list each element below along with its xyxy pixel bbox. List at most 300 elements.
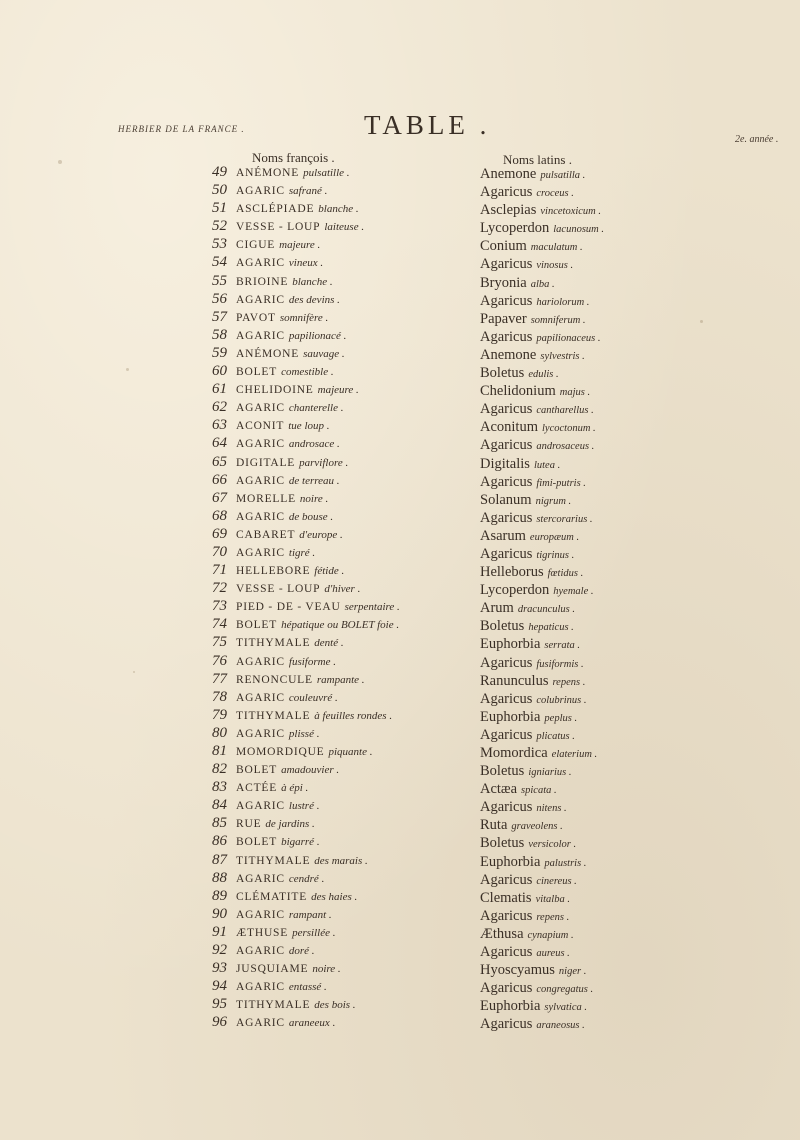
- entry-number: 70: [212, 543, 227, 560]
- latin-entry-row: [480, 708, 780, 726]
- french-genus-name: BOLET: [236, 764, 278, 777]
- french-entry-row: [212, 941, 472, 959]
- french-entry-row: [212, 633, 472, 651]
- latin-genus-name: Boletus: [480, 835, 525, 852]
- french-genus-name: TITHYMALE: [236, 854, 311, 867]
- latin-genus-name: Actæa: [480, 781, 518, 798]
- french-entry-row: [212, 471, 472, 489]
- latin-entry-row: [480, 491, 780, 509]
- latin-epithet: androsaceus .: [536, 441, 595, 453]
- entry-number: 69: [212, 525, 227, 542]
- french-genus-name: RENONCULE: [236, 673, 313, 686]
- french-epithet: papilionacé .: [288, 329, 347, 342]
- latin-entry-row: [480, 165, 780, 183]
- entry-number: 66: [212, 471, 227, 488]
- latin-genus-name: Agaricus: [480, 256, 533, 273]
- french-genus-name: AGARIC: [236, 800, 285, 813]
- french-epithet: parviflore .: [299, 456, 349, 469]
- entry-number: 75: [212, 634, 227, 651]
- french-genus-name: AGARIC: [236, 1017, 285, 1030]
- latin-entry-row: [480, 436, 780, 454]
- french-entry-row: [212, 905, 472, 923]
- latin-epithet: vincetoxicum .: [540, 206, 602, 218]
- entry-number: 58: [212, 326, 227, 343]
- latin-epithet: nigrum .: [535, 495, 572, 507]
- french-epithet: noire .: [312, 963, 341, 976]
- french-entry-row: [212, 272, 472, 290]
- latin-entry-row: [480, 635, 780, 653]
- french-epithet: de terreau .: [288, 474, 340, 487]
- latin-entry-row: [480, 527, 780, 545]
- entry-number: 49: [212, 164, 227, 180]
- latin-genus-name: Agaricus: [480, 654, 533, 671]
- latin-epithet: edulis .: [528, 369, 559, 381]
- latin-epithet: araneosus .: [536, 1020, 585, 1032]
- latin-genus-name: Agaricus: [480, 184, 533, 201]
- latin-entry-row: [480, 834, 780, 852]
- french-epithet: d'hiver .: [324, 583, 361, 596]
- entry-number: 71: [212, 562, 227, 579]
- french-genus-name: ANÉMONE: [236, 167, 300, 179]
- latin-epithet: alba .: [530, 278, 555, 290]
- latin-entry-row: [480, 219, 780, 237]
- entry-number: 94: [212, 978, 227, 995]
- latin-names-list: [480, 165, 780, 1034]
- latin-entry-row: [480, 292, 780, 310]
- french-genus-name: BOLET: [236, 836, 278, 849]
- french-genus-name: AGARIC: [236, 655, 285, 668]
- latin-epithet: lutea .: [533, 459, 561, 471]
- french-entry-row: [212, 344, 472, 362]
- french-epithet: serpentaire .: [344, 601, 400, 614]
- entry-number: 60: [212, 363, 227, 380]
- french-epithet: plissé .: [288, 727, 320, 740]
- latin-epithet: fusiformis .: [536, 658, 584, 670]
- french-epithet: hépatique ou BOLET foie .: [281, 619, 400, 632]
- french-genus-name: AGARIC: [236, 293, 285, 306]
- latin-epithet: repens .: [552, 676, 586, 688]
- french-genus-name: CIGUE: [236, 239, 276, 252]
- entry-number: 92: [212, 942, 227, 959]
- latin-epithet: congregatus .: [536, 984, 594, 996]
- latin-entry-row: [480, 925, 780, 943]
- latin-genus-name: Agaricus: [480, 980, 533, 997]
- french-entry-row: [212, 869, 472, 887]
- latin-epithet: maculatum .: [530, 242, 583, 254]
- latin-genus-name: Agaricus: [480, 944, 533, 961]
- latin-epithet: serrata .: [544, 640, 580, 652]
- entry-number: 95: [212, 996, 227, 1013]
- latin-entry-row: [480, 961, 780, 979]
- french-entry-row: [212, 851, 472, 869]
- latin-entry-row: [480, 853, 780, 871]
- entry-number: 50: [212, 182, 227, 199]
- french-epithet: tigré .: [288, 546, 316, 559]
- latin-epithet: cinereus .: [536, 875, 577, 887]
- entry-number: 80: [212, 724, 227, 741]
- french-entry-row: [212, 253, 472, 271]
- french-genus-name: DIGITALE: [236, 456, 296, 469]
- french-epithet: des haies .: [311, 890, 358, 903]
- latin-epithet: lycoctonum .: [542, 423, 596, 435]
- french-epithet: vineux .: [288, 257, 324, 270]
- french-epithet: amadouvier .: [281, 764, 340, 777]
- french-entry-row: [212, 163, 472, 181]
- french-epithet: laiteuse .: [324, 221, 365, 234]
- latin-genus-name: Euphorbia: [480, 998, 541, 1015]
- latin-entry-row: [480, 672, 780, 690]
- french-entry-row: [212, 453, 472, 471]
- french-epithet: persillée .: [292, 926, 336, 939]
- french-entry-row: [212, 416, 472, 434]
- latin-epithet: niger .: [558, 966, 587, 978]
- year-label: 2e. année .: [735, 134, 779, 145]
- french-genus-name: AGARIC: [236, 438, 285, 451]
- latin-entry-row: [480, 201, 780, 219]
- latin-genus-name: Anemone: [480, 166, 537, 182]
- french-genus-name: PAVOT: [236, 311, 276, 324]
- french-genus-name: ACTÉE: [236, 782, 278, 795]
- french-entry-row: [212, 977, 472, 995]
- french-entry-row: [212, 362, 472, 380]
- latin-entry-row: [480, 654, 780, 672]
- latin-genus-name: Bryonia: [480, 274, 527, 291]
- french-epithet: cendré .: [288, 872, 325, 885]
- french-epithet: des bois .: [314, 999, 356, 1012]
- french-entry-row: [212, 181, 472, 199]
- latin-genus-name: Euphorbia: [480, 708, 541, 725]
- latin-entry-row: [480, 690, 780, 708]
- running-header: HERBIER DE LA FRANCE .: [118, 124, 245, 134]
- latin-epithet: graveolens .: [511, 821, 563, 833]
- latin-epithet: cantharellus .: [536, 405, 594, 417]
- french-entry-row: [212, 380, 472, 398]
- latin-genus-name: Ruta: [480, 817, 508, 834]
- entry-number: 56: [212, 290, 227, 307]
- entry-number: 54: [212, 254, 227, 271]
- latin-genus-name: Agaricus: [480, 871, 533, 888]
- latin-genus-name: Lycoperdon: [480, 582, 550, 599]
- french-epithet: pulsatille .: [303, 167, 350, 179]
- french-genus-name: JUSQUIAME: [236, 963, 309, 976]
- entry-number: 73: [212, 598, 227, 615]
- latin-epithet: hepaticus .: [528, 622, 574, 634]
- latin-epithet: repens .: [536, 911, 570, 923]
- french-entry-row: [212, 760, 472, 778]
- latin-genus-name: Agaricus: [480, 907, 533, 924]
- latin-genus-name: Agaricus: [480, 473, 533, 490]
- entry-number: 68: [212, 507, 227, 524]
- latin-epithet: tigrinus .: [536, 549, 575, 561]
- latin-entry-row: [480, 400, 780, 418]
- entry-number: 79: [212, 706, 227, 723]
- latin-epithet: plicatus .: [536, 730, 575, 742]
- french-epithet: doré .: [288, 945, 315, 958]
- latin-epithet: peplus .: [544, 712, 578, 724]
- latin-column-heading: Noms latins .: [503, 152, 572, 167]
- french-genus-name: BRIOINE: [236, 275, 289, 288]
- french-epithet: de jardins .: [265, 818, 315, 831]
- french-entry-row: [212, 995, 472, 1013]
- latin-epithet: dracunculus .: [517, 604, 576, 616]
- french-entry-row: [212, 742, 472, 760]
- latin-epithet: versicolor .: [528, 839, 577, 851]
- french-genus-name: TITHYMALE: [236, 637, 311, 650]
- french-genus-name: AGARIC: [236, 546, 285, 559]
- latin-epithet: sylvestris .: [540, 350, 585, 362]
- paper-speck: [133, 671, 135, 673]
- french-genus-name: ASCLÉPIADE: [236, 203, 315, 216]
- latin-genus-name: Asarum: [480, 527, 526, 544]
- french-genus-name: AGARIC: [236, 872, 285, 885]
- french-entry-row: [212, 615, 472, 633]
- french-names-list: [212, 163, 472, 1032]
- french-entry-row: [212, 561, 472, 579]
- latin-epithet: somniferum .: [530, 314, 586, 326]
- latin-genus-name: Agaricus: [480, 690, 533, 707]
- french-genus-name: HELLEBORE: [236, 565, 311, 578]
- french-epithet: sauvage .: [303, 347, 345, 360]
- latin-epithet: pulsatilla .: [540, 170, 586, 181]
- french-entry-row: [212, 923, 472, 941]
- latin-entry-row: [480, 907, 780, 925]
- latin-genus-name: Agaricus: [480, 437, 533, 454]
- latin-genus-name: Agaricus: [480, 292, 533, 309]
- french-epithet: denté .: [314, 637, 344, 650]
- latin-epithet: aureus .: [536, 948, 570, 960]
- french-epithet: chanterelle .: [288, 402, 344, 415]
- latin-genus-name: Aconitum: [480, 419, 538, 436]
- latin-entry-row: [480, 237, 780, 255]
- latin-entry-row: [480, 943, 780, 961]
- french-epithet: blanche .: [292, 275, 333, 288]
- entry-number: 90: [212, 905, 227, 922]
- latin-entry-row: [480, 418, 780, 436]
- french-epithet: blanche .: [318, 203, 359, 216]
- french-entry-row: [212, 507, 472, 525]
- french-epithet: rampante .: [316, 673, 365, 686]
- latin-epithet: palustris .: [544, 857, 587, 869]
- latin-epithet: hyemale .: [553, 586, 594, 598]
- french-entry-row: [212, 543, 472, 561]
- french-entry-row: [212, 778, 472, 796]
- entry-number: 74: [212, 616, 227, 633]
- french-entry-row: [212, 724, 472, 742]
- latin-entry-row: [480, 455, 780, 473]
- entry-number: 52: [212, 218, 227, 235]
- french-entry-row: [212, 670, 472, 688]
- latin-entry-row: [480, 473, 780, 491]
- paper-speck: [58, 160, 62, 164]
- entry-number: 62: [212, 399, 227, 416]
- french-epithet: lustré .: [288, 800, 320, 813]
- latin-entry-row: [480, 726, 780, 744]
- french-entry-row: [212, 326, 472, 344]
- entry-number: 64: [212, 435, 227, 452]
- french-genus-name: AGARIC: [236, 510, 285, 523]
- french-genus-name: ACONIT: [236, 420, 285, 433]
- french-entry-row: [212, 1013, 472, 1031]
- entry-number: 51: [212, 200, 227, 217]
- latin-entry-row: [480, 382, 780, 400]
- latin-entry-row: [480, 328, 780, 346]
- latin-entry-row: [480, 997, 780, 1015]
- latin-epithet: sylvatica .: [544, 1002, 587, 1014]
- french-genus-name: AGARIC: [236, 402, 285, 415]
- entry-number: 57: [212, 308, 227, 325]
- latin-genus-name: Digitalis: [480, 455, 530, 472]
- french-epithet: des marais .: [314, 854, 368, 867]
- french-genus-name: ANÉMONE: [236, 347, 300, 360]
- latin-entry-row: [480, 617, 780, 635]
- latin-epithet: hariolorum .: [536, 296, 590, 308]
- latin-genus-name: Agaricus: [480, 799, 533, 816]
- latin-epithet: spicata .: [521, 785, 557, 797]
- entry-number: 78: [212, 688, 227, 705]
- paper-speck: [126, 368, 129, 371]
- entry-number: 86: [212, 833, 227, 850]
- french-genus-name: MOMORDIQUE: [236, 746, 325, 758]
- french-entry-row: [212, 796, 472, 814]
- entry-number: 65: [212, 453, 227, 470]
- latin-genus-name: Conium: [480, 238, 527, 255]
- french-epithet: couleuvré .: [288, 691, 338, 704]
- latin-genus-name: Boletus: [480, 365, 525, 382]
- entry-number: 88: [212, 869, 227, 886]
- latin-entry-row: [480, 979, 780, 997]
- latin-entry-row: [480, 545, 780, 563]
- french-genus-name: AGARIC: [236, 981, 285, 994]
- latin-genus-name: Ranunculus: [480, 672, 549, 689]
- french-epithet: piquante .: [328, 746, 373, 758]
- french-epithet: des devins .: [288, 293, 340, 306]
- french-genus-name: AGARIC: [236, 474, 285, 487]
- french-genus-name: AGARIC: [236, 691, 285, 704]
- latin-entry-row: [480, 744, 780, 762]
- french-entry-row: [212, 489, 472, 507]
- french-epithet: tue loup .: [288, 420, 330, 433]
- entry-number: 77: [212, 670, 227, 687]
- latin-genus-name: Agaricus: [480, 545, 533, 562]
- french-genus-name: BOLET: [236, 366, 278, 379]
- french-epithet: noire .: [299, 492, 329, 505]
- latin-epithet: colubrinus .: [536, 694, 587, 706]
- french-genus-name: CHELIDOINE: [236, 384, 314, 397]
- latin-entry-row: [480, 599, 780, 617]
- latin-entry-row: [480, 509, 780, 527]
- french-epithet: majeure .: [317, 384, 359, 397]
- entry-number: 96: [212, 1014, 227, 1031]
- latin-entry-row: [480, 255, 780, 273]
- entry-number: 84: [212, 797, 227, 814]
- french-epithet: rampant .: [288, 908, 332, 921]
- latin-genus-name: Arum: [480, 600, 514, 617]
- latin-entry-row: [480, 780, 780, 798]
- french-column-heading: Noms françois .: [252, 150, 335, 165]
- french-genus-name: AGARIC: [236, 727, 285, 740]
- latin-genus-name: Clematis: [480, 889, 532, 906]
- french-genus-name: AGARIC: [236, 329, 285, 342]
- latin-genus-name: Papaver: [480, 310, 527, 327]
- french-entry-row: [212, 398, 472, 416]
- latin-epithet: stercorarius .: [536, 513, 593, 525]
- french-epithet: à feuilles rondes .: [314, 709, 393, 722]
- entry-number: 93: [212, 960, 227, 977]
- latin-genus-name: Euphorbia: [480, 853, 541, 870]
- entry-number: 59: [212, 344, 227, 361]
- latin-entry-row: [480, 798, 780, 816]
- french-epithet: bigarré .: [281, 836, 320, 849]
- latin-epithet: vitalba .: [535, 893, 570, 905]
- french-genus-name: AGARIC: [236, 257, 285, 270]
- entry-number: 55: [212, 272, 227, 289]
- latin-epithet: majus .: [559, 387, 591, 399]
- latin-entry-row: [480, 563, 780, 581]
- french-entry-row: [212, 290, 472, 308]
- french-epithet: majeure .: [279, 239, 321, 252]
- french-genus-name: ÆTHUSE: [236, 926, 289, 939]
- latin-genus-name: Agaricus: [480, 1016, 533, 1033]
- latin-epithet: fimi-putris .: [536, 477, 586, 489]
- entry-number: 91: [212, 923, 227, 940]
- entry-number: 82: [212, 761, 227, 778]
- french-epithet: fétide .: [314, 565, 345, 578]
- french-epithet: araneeux .: [288, 1017, 336, 1030]
- french-entry-row: [212, 308, 472, 326]
- french-entry-row: [212, 525, 472, 543]
- french-epithet: safrané .: [288, 185, 328, 198]
- latin-epithet: nitens .: [536, 803, 567, 815]
- french-genus-name: CLÉMATITE: [236, 890, 308, 903]
- latin-genus-name: Boletus: [480, 763, 525, 780]
- french-genus-name: TITHYMALE: [236, 709, 311, 722]
- french-genus-name: TITHYMALE: [236, 999, 311, 1012]
- french-epithet: à épi .: [281, 782, 309, 795]
- latin-genus-name: Solanum: [480, 491, 532, 508]
- entry-number: 72: [212, 580, 227, 597]
- french-entry-row: [212, 832, 472, 850]
- latin-entry-row: [480, 889, 780, 907]
- latin-epithet: cynapium .: [527, 929, 574, 941]
- french-genus-name: MORELLE: [236, 492, 296, 505]
- latin-epithet: lacunosum .: [553, 224, 605, 236]
- latin-entry-row: [480, 274, 780, 292]
- latin-entry-row: [480, 1015, 780, 1033]
- latin-entry-row: [480, 762, 780, 780]
- french-genus-name: CABARET: [236, 528, 296, 541]
- latin-epithet: croceus .: [536, 188, 574, 200]
- entry-number: 89: [212, 887, 227, 904]
- entry-number: 53: [212, 236, 227, 253]
- french-entry-row: [212, 597, 472, 615]
- latin-genus-name: Anemone: [480, 346, 537, 363]
- page-title: TABLE .: [364, 110, 491, 140]
- entry-number: 81: [212, 743, 227, 759]
- french-genus-name: VESSE - LOUP: [236, 221, 321, 234]
- french-entry-row: [212, 959, 472, 977]
- french-epithet: androsace .: [288, 438, 340, 451]
- french-genus-name: BOLET: [236, 619, 278, 632]
- french-entry-row: [212, 814, 472, 832]
- french-genus-name: AGARIC: [236, 945, 285, 958]
- latin-genus-name: Momordica: [480, 745, 548, 761]
- latin-genus-name: Lycoperdon: [480, 220, 550, 237]
- french-entry-row: [212, 652, 472, 670]
- latin-epithet: igniarius .: [528, 767, 572, 779]
- entry-number: 87: [212, 851, 227, 868]
- french-epithet: comestible .: [281, 366, 334, 379]
- french-entry-row: [212, 706, 472, 724]
